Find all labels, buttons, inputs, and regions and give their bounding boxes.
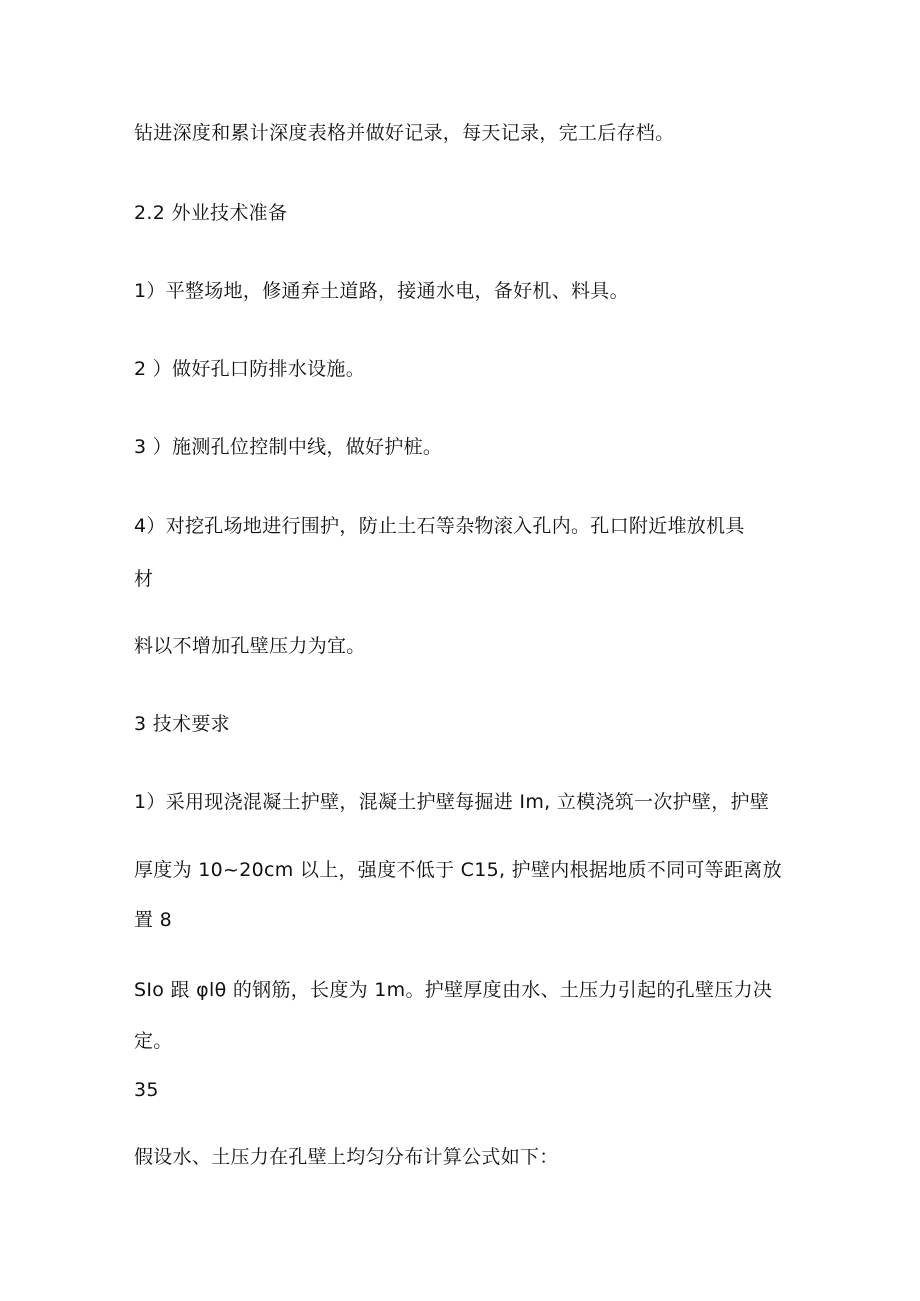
section-heading-field-prep: 2.2 外业技术准备 xyxy=(134,202,288,224)
list-item-drainage: 2 ）做好孔口防排水设施。 xyxy=(134,358,366,380)
list-item-enclosure-end: 料以不增加孔壁压力为宜。 xyxy=(134,635,366,657)
text-line-number: 35 xyxy=(134,1079,159,1101)
list-item-enclosure: 4）对挖孔场地进行围护，防止土石等杂物滚入孔内。孔口附近堆放机具 xyxy=(134,515,745,537)
text-line-formula-intro: 假设水、土压力在孔壁上均匀分布计算公式如下： xyxy=(134,1146,559,1168)
list-item-enclosure-cont: 材 xyxy=(134,568,154,590)
text-line-determined: 定。 xyxy=(134,1030,173,1052)
text-line-placement: 置 8 xyxy=(134,909,173,931)
text-line-wall-thickness: 厚度为 10~20cm 以上，强度不低于 C15, 护壁内根据地质不同可等距离放 xyxy=(134,859,782,881)
text-line-rebar: SIo 跟 φlθ 的钢筋，长度为 1m。护壁厚度由水、土压力引起的孔壁压力决 xyxy=(134,979,773,1001)
list-item-site-leveling: 1）平整场地，修通弃土道路，接通水电，备好机、料具。 xyxy=(134,280,629,302)
section-heading-tech-req: 3 技术要求 xyxy=(134,713,230,735)
list-item-concrete-wall: 1）采用现浇混凝土护壁，混凝土护壁每掘进 Im, 立模浇筑一次护壁，护壁 xyxy=(134,791,770,813)
text-line-drilling-record: 钻进深度和累计深度表格并做好记录，每天记录，完工后存档。 xyxy=(134,122,675,144)
list-item-centerline: 3 ）施测孔位控制中线，做好护桩。 xyxy=(134,436,443,458)
